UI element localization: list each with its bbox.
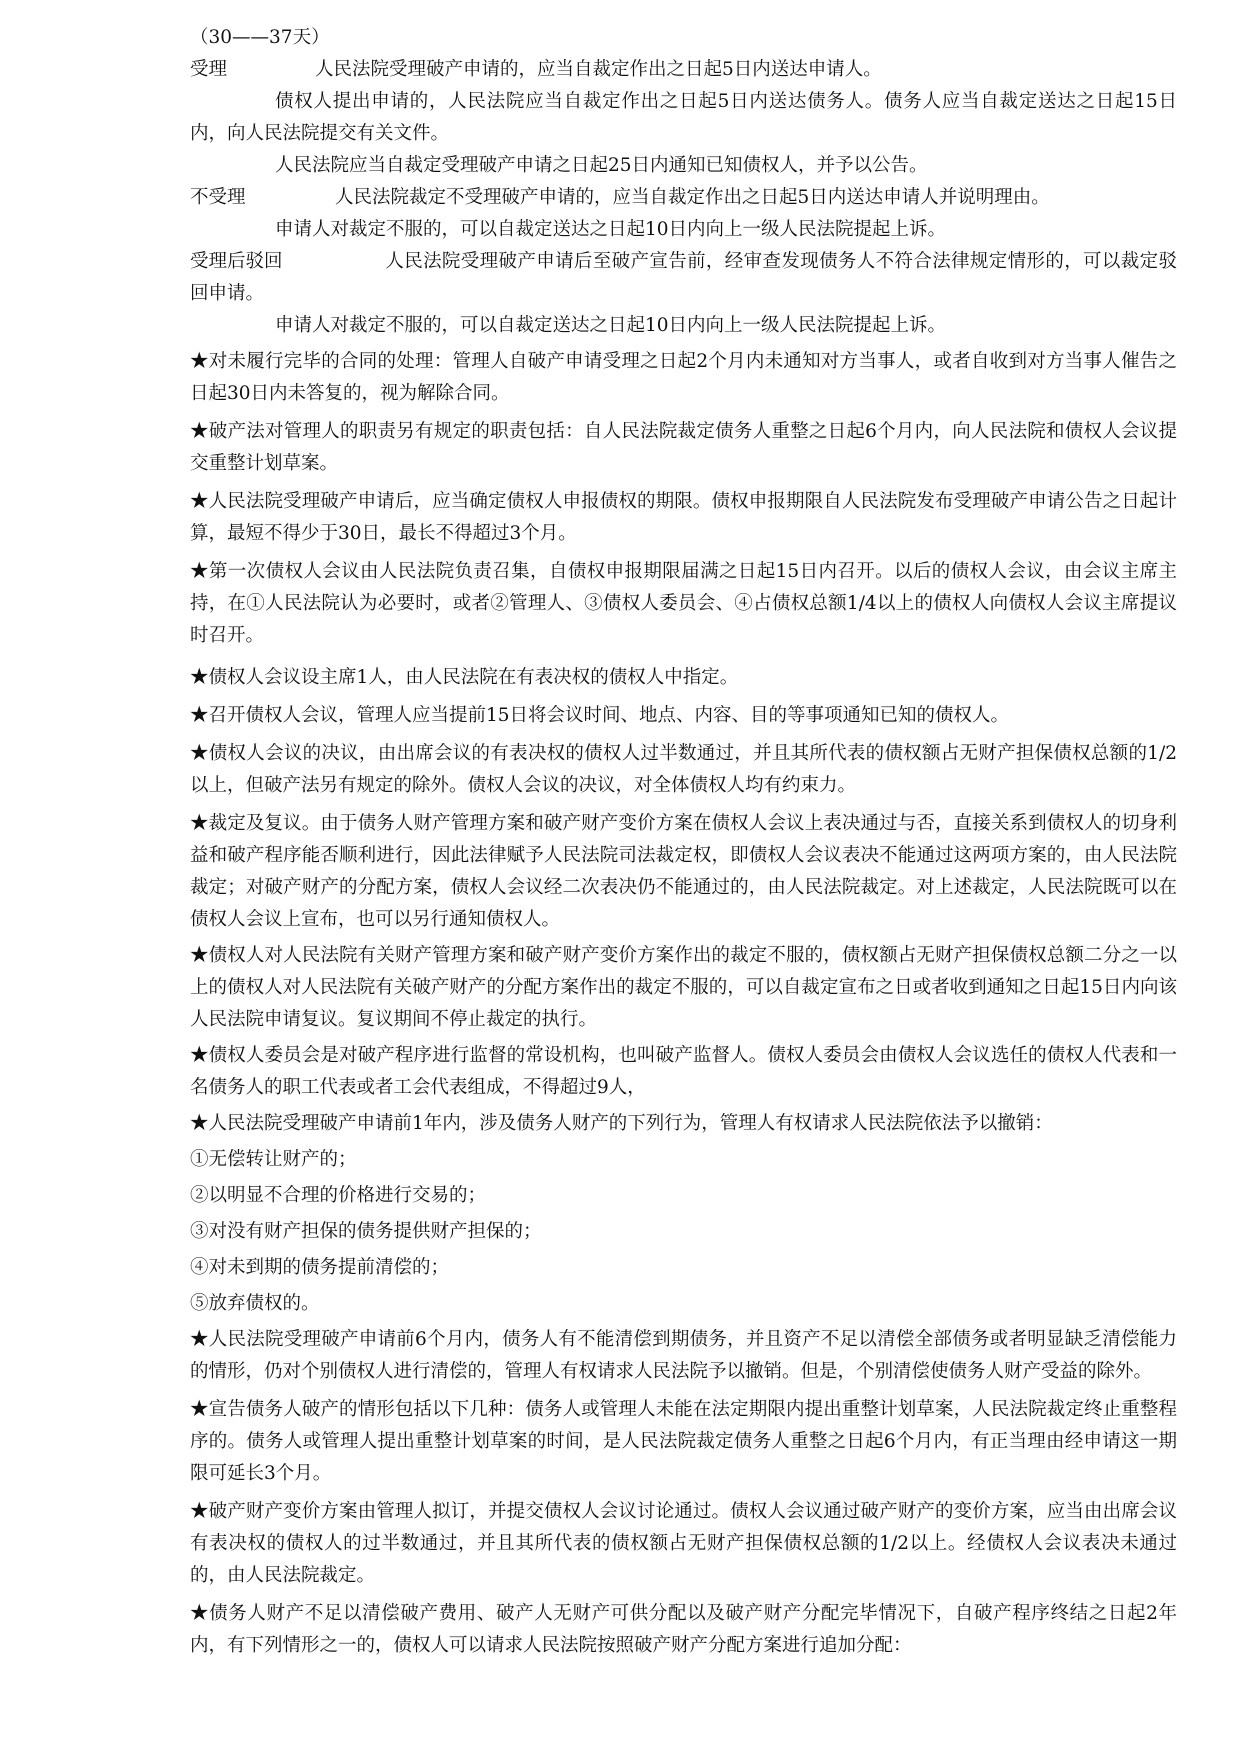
revocable-act-item: ③对没有财产担保的债务提供财产担保的； (190, 1221, 542, 1242)
shouli-first: 人民法院受理破产申请的，应当自裁定作出之日起5日内送达申请人。 (315, 59, 882, 80)
shouli-row (190, 54, 1177, 86)
bohui-second: 申请人对裁定不服的，可以自裁定送达之日起10日内向上一级人民法院提起上诉。 (275, 315, 947, 336)
bullet-paragraph: ★破产法对管理人的职责另有规定的职责包括：自人民法院裁定债务人重整之日起6个月内，向人民法院和债权人会议提交重整计划草案。 (190, 421, 1177, 474)
revocable-act-item: ④对未到期的债务提前清偿的； (190, 1257, 450, 1278)
bullet-paragraph: ★第一次债权人会议由人民法院负责召集，自债权申报期限届满之日起15日内召开。以后的债权人会议，由会议主席主持，在①人民法院认为必要时，或者②管理人、③债权人委员会、④占债权总额1/4以上的债权人向债权人会议主席提议时召开。 (190, 561, 1177, 646)
bullet-paragraph: ★宣告债务人破产的情形包括以下几种：债务人或管理人未能在法定期限内提出重整计划草案，人民法院裁定终止重整程序的。债务人或管理人提出重整计划草案的时间，是人民法院裁定债务人重整之日起6个月内，有正当理由经申请这一期限可延长3个月。 (190, 1399, 1177, 1484)
revocable-act-item: ①无偿转让财产的； (190, 1149, 357, 1170)
bullet-paragraph: ★债权人会议设主席1人，由人民法院在有表决权的债权人中指定。 (190, 667, 739, 688)
bushouli-second: 申请人对裁定不服的，可以自裁定送达之日起10日内向上一级人民法院提起上诉。 (275, 219, 947, 240)
bohui-first: 人民法院受理破产申请后至破产宣告前，经审查发现债务人不符合法律规定情形的，可以裁定驳回申请。 (190, 251, 1177, 304)
bullet-paragraph: ★债权人会议的决议，由出席会议的有表决权的债权人过半数通过，并且其所代表的债权额占无财产担保债权总额的1/2以上，但破产法另有规定的除外。债权人会议的决议，对全体债权人均有约束力。 (190, 743, 1177, 796)
period-heading: （30——37天） (190, 27, 330, 48)
bohui-label: 受理后驳回 (190, 251, 283, 272)
bushouli-label: 不受理 (190, 187, 246, 208)
bullet-paragraph: ★裁定及复议。由于债务人财产管理方案和破产财产变价方案在债权人会议上表决通过与否，直接关系到债权人的切身利益和破产程序能否顺利进行，因此法律赋予人民法院司法裁定权，即债权人会议表决不能通过这两项方案的，由人民法院裁定；对破产财产的分配方案，债权人会议经二次表决仍不能通过的，由人民法院裁定。对上述裁定，人民法院既可以在债权人会议上宣布，也可以另行通知债权人。 (190, 813, 1177, 930)
bullet-paragraph: ★债务人财产不足以清偿破产费用、破产人无财产可供分配以及破产财产分配完毕情况下，自破产程序终结之日起2年内，有下列情形之一的，债权人可以请求人民法院按照破产财产分配方案进行追加分配： (190, 1603, 1177, 1656)
bohui-row (190, 246, 1177, 310)
revocable-act-item: ②以明显不合理的价格进行交易的； (190, 1185, 487, 1206)
bushouli-row (190, 182, 1177, 214)
bullet-paragraph: ★债权人对人民法院有关财产管理方案和破产财产变价方案作出的裁定不服的，债权额占无财产担保债权总额二分之一以上的债权人对人民法院有关破产财产的分配方案作出的裁定不服的，可以自裁定宣布之日或者收到通知之日起15日内向该人民法院申请复议。复议期间不停止裁定的执行。 (190, 945, 1177, 1030)
bullet-paragraph: ★人民法院受理破产申请前6个月内，债务人有不能清偿到期债务，并且资产不足以清偿全部债务或者明显缺乏清偿能力的情形，仍对个别债权人进行清偿的，管理人有权请求人民法院予以撤销。但是，个别清偿使债务人财产受益的除外。 (190, 1329, 1177, 1382)
bullet-paragraph: ★人民法院受理破产申请前1年内，涉及债务人财产的下列行为，管理人有权请求人民法院依法予以撤销： (190, 1113, 1053, 1134)
bullet-paragraph: ★债权人委员会是对破产程序进行监督的常设机构，也叫破产监督人。债权人委员会由债权人会议选任的债权人代表和一名债务人的职工代表或者工会代表组成，不得超过9人， (190, 1045, 1177, 1098)
shouli-label: 受理 (190, 59, 228, 80)
bullet-paragraph: ★破产财产变价方案由管理人拟订，并提交债权人会议讨论通过。债权人会议通过破产财产的变价方案，应当由出席会议有表决权的债权人的过半数通过，并且其所代表的债权额占无财产担保债权总额的1/2以上。经债权人会议表决未通过的，由人民法院裁定。 (190, 1501, 1177, 1586)
bushouli-first: 人民法院裁定不受理破产申请的，应当自裁定作出之日起5日内送达申请人并说明理由。 (335, 187, 1050, 208)
revocable-act-item: ⑤放弃债权的。 (190, 1293, 320, 1314)
bullet-paragraph: ★召开债权人会议，管理人应当提前15日将会议时间、地点、内容、目的等事项通知已知的债权人。 (190, 705, 1010, 726)
shouli-third: 人民法院应当自裁定受理破产申请之日起25日内通知已知债权人，并予以公告。 (275, 155, 928, 176)
bullet-paragraph: ★人民法院受理破产申请后，应当确定债权人申报债权的期限。债权申报期限自人民法院发布受理破产申请公告之日起计算，最短不得少于30日，最长不得超过3个月。 (190, 491, 1177, 544)
bullet-paragraph: ★对未履行完毕的合同的处理：管理人自破产申请受理之日起2个月内未通知对方当事人，或者自收到对方当事人催告之日起30日内未答复的，视为解除合同。 (190, 351, 1177, 404)
document-body (190, 22, 1177, 1662)
shouli-second: 债权人提出申请的，人民法院应当自裁定作出之日起5日内送达债务人。债务人应当自裁定送达之日起15日内，向人民法院提交有关文件。 (190, 91, 1177, 144)
